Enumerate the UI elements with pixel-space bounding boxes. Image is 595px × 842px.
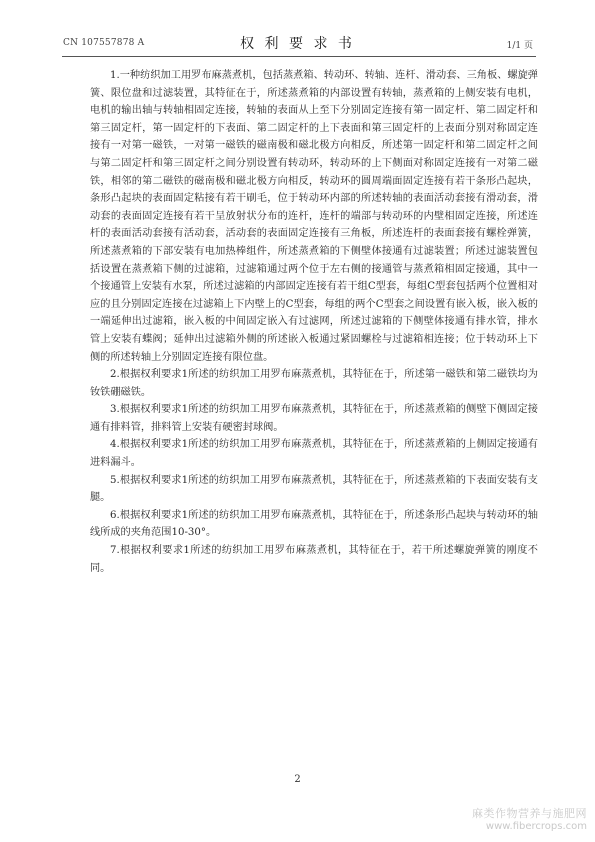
claims-list bbox=[90, 67, 538, 577]
claim-1: 1.一种纺织加工用罗布麻蒸煮机，包括蒸煮箱、转动环、转轴、连杆、滑动套、三角板、螺旋弹簧、限位盘和过滤装置，其特征在于，所述蒸煮箱的内部设置有转轴，蒸煮箱的上侧安装有电机，电机的输出轴与转轴相固定连接，转轴的表面从上至下分别固定连接有第一固定杆、第二固定杆和第三固定杆，第一固定杆的下表面、第二固定杆的上下表面和第三固定杆的上表面分别对称固定连接有一对第一磁铁，一对第一磁铁的磁南极和磁北极方向相反，所述第一固定杆和第二固定杆之间与第二固定杆和第三固定杆之间分别设置有转动环，转动环的上下侧面对称固定连接有一对第二磁铁，相邻的第二磁铁的磁南极和磁北极方向相反，转动环的圆周端面固定连接有若干条形凸起块，条形凸起块的表面固定粘接有若干刷毛，位于转动环内部的所述转轴的表面活动套接有滑动套，滑动套的表面固定连接有若干呈放射状分布的连杆，连杆的端部与转动环的内壁相固定连接，所述连杆的表面活动套接有活动套，活动套的表面固定连接有三角板，所述连杆的表面套接有螺栓弹簧，所述蒸煮箱的下部安装有电加热棒组件，所述蒸煮箱的下侧壁体接通有过滤装置；所述过滤装置包括设置在蒸煮箱下侧的过滤箱，过滤箱通过两个位于左右侧的接通管与蒸煮箱相固定接通，其中一个接通管上安装有水泵，所述过滤箱的内部固定连接有若干组C型套，每组C型套包括两个位置相对应的且分别固定连接在过滤箱上下内壁上的C型套，每组的两个C型套之间设置有嵌入板，嵌入板的一端延伸出过滤箱，嵌入板的中间固定嵌入有过滤网，所述过滤箱的下侧壁体接通有排水管，排水管上安装有蝶阀；延伸出过滤箱外侧的所述嵌入板通过紧固螺栓与过滤箱相连接；位于转动环上下侧的所述转轴上分别固定连接有限位盘。 bbox=[90, 70, 538, 363]
watermark-url: www.fibercrops.com bbox=[485, 821, 587, 832]
page-indicator: 1/1 页 bbox=[506, 41, 533, 51]
claim-3: 3.根据权利要求1所述的纺织加工用罗布麻蒸煮机，其特征在于，所述蒸煮箱的侧壁下侧固定接通有排料管，排料管上安装有硬密封球阀。 bbox=[90, 404, 538, 433]
claim-2: 2.根据权利要求1所述的纺织加工用罗布麻蒸煮机，其特征在于，所述第一磁铁和第二磁铁均为钕铁硼磁铁。 bbox=[90, 369, 538, 398]
watermark-site-name: 麻类作物营养与施肥网 bbox=[472, 807, 587, 820]
claim-6: 6.根据权利要求1所述的纺织加工用罗布麻蒸煮机，其特征在于，所述条形凸起块与转动环的轴线所成的夹角范围10-30°。 bbox=[90, 509, 538, 539]
header-divider bbox=[62, 56, 536, 57]
patent-number: CN 107557878 A bbox=[63, 38, 145, 48]
claim-4: 4.根据权利要求1所述的纺织加工用罗布麻蒸煮机，其特征在于，所述蒸煮箱的上侧固定接通有进料漏斗。 bbox=[90, 439, 538, 469]
page-title: 权 利 要 求 书 bbox=[240, 36, 355, 52]
watermark bbox=[0, 802, 595, 842]
page-number: 2 bbox=[294, 774, 301, 785]
claim-7: 7.根据权利要求1所述的纺织加工用罗布麻蒸煮机，其特征在于，若干所述螺旋弹簧的刚度不同。 bbox=[90, 545, 538, 574]
claim-5: 5.根据权利要求1所述的纺织加工用罗布麻蒸煮机，其特征在于，所述蒸煮箱的下表面安装有支腿。 bbox=[90, 474, 538, 504]
